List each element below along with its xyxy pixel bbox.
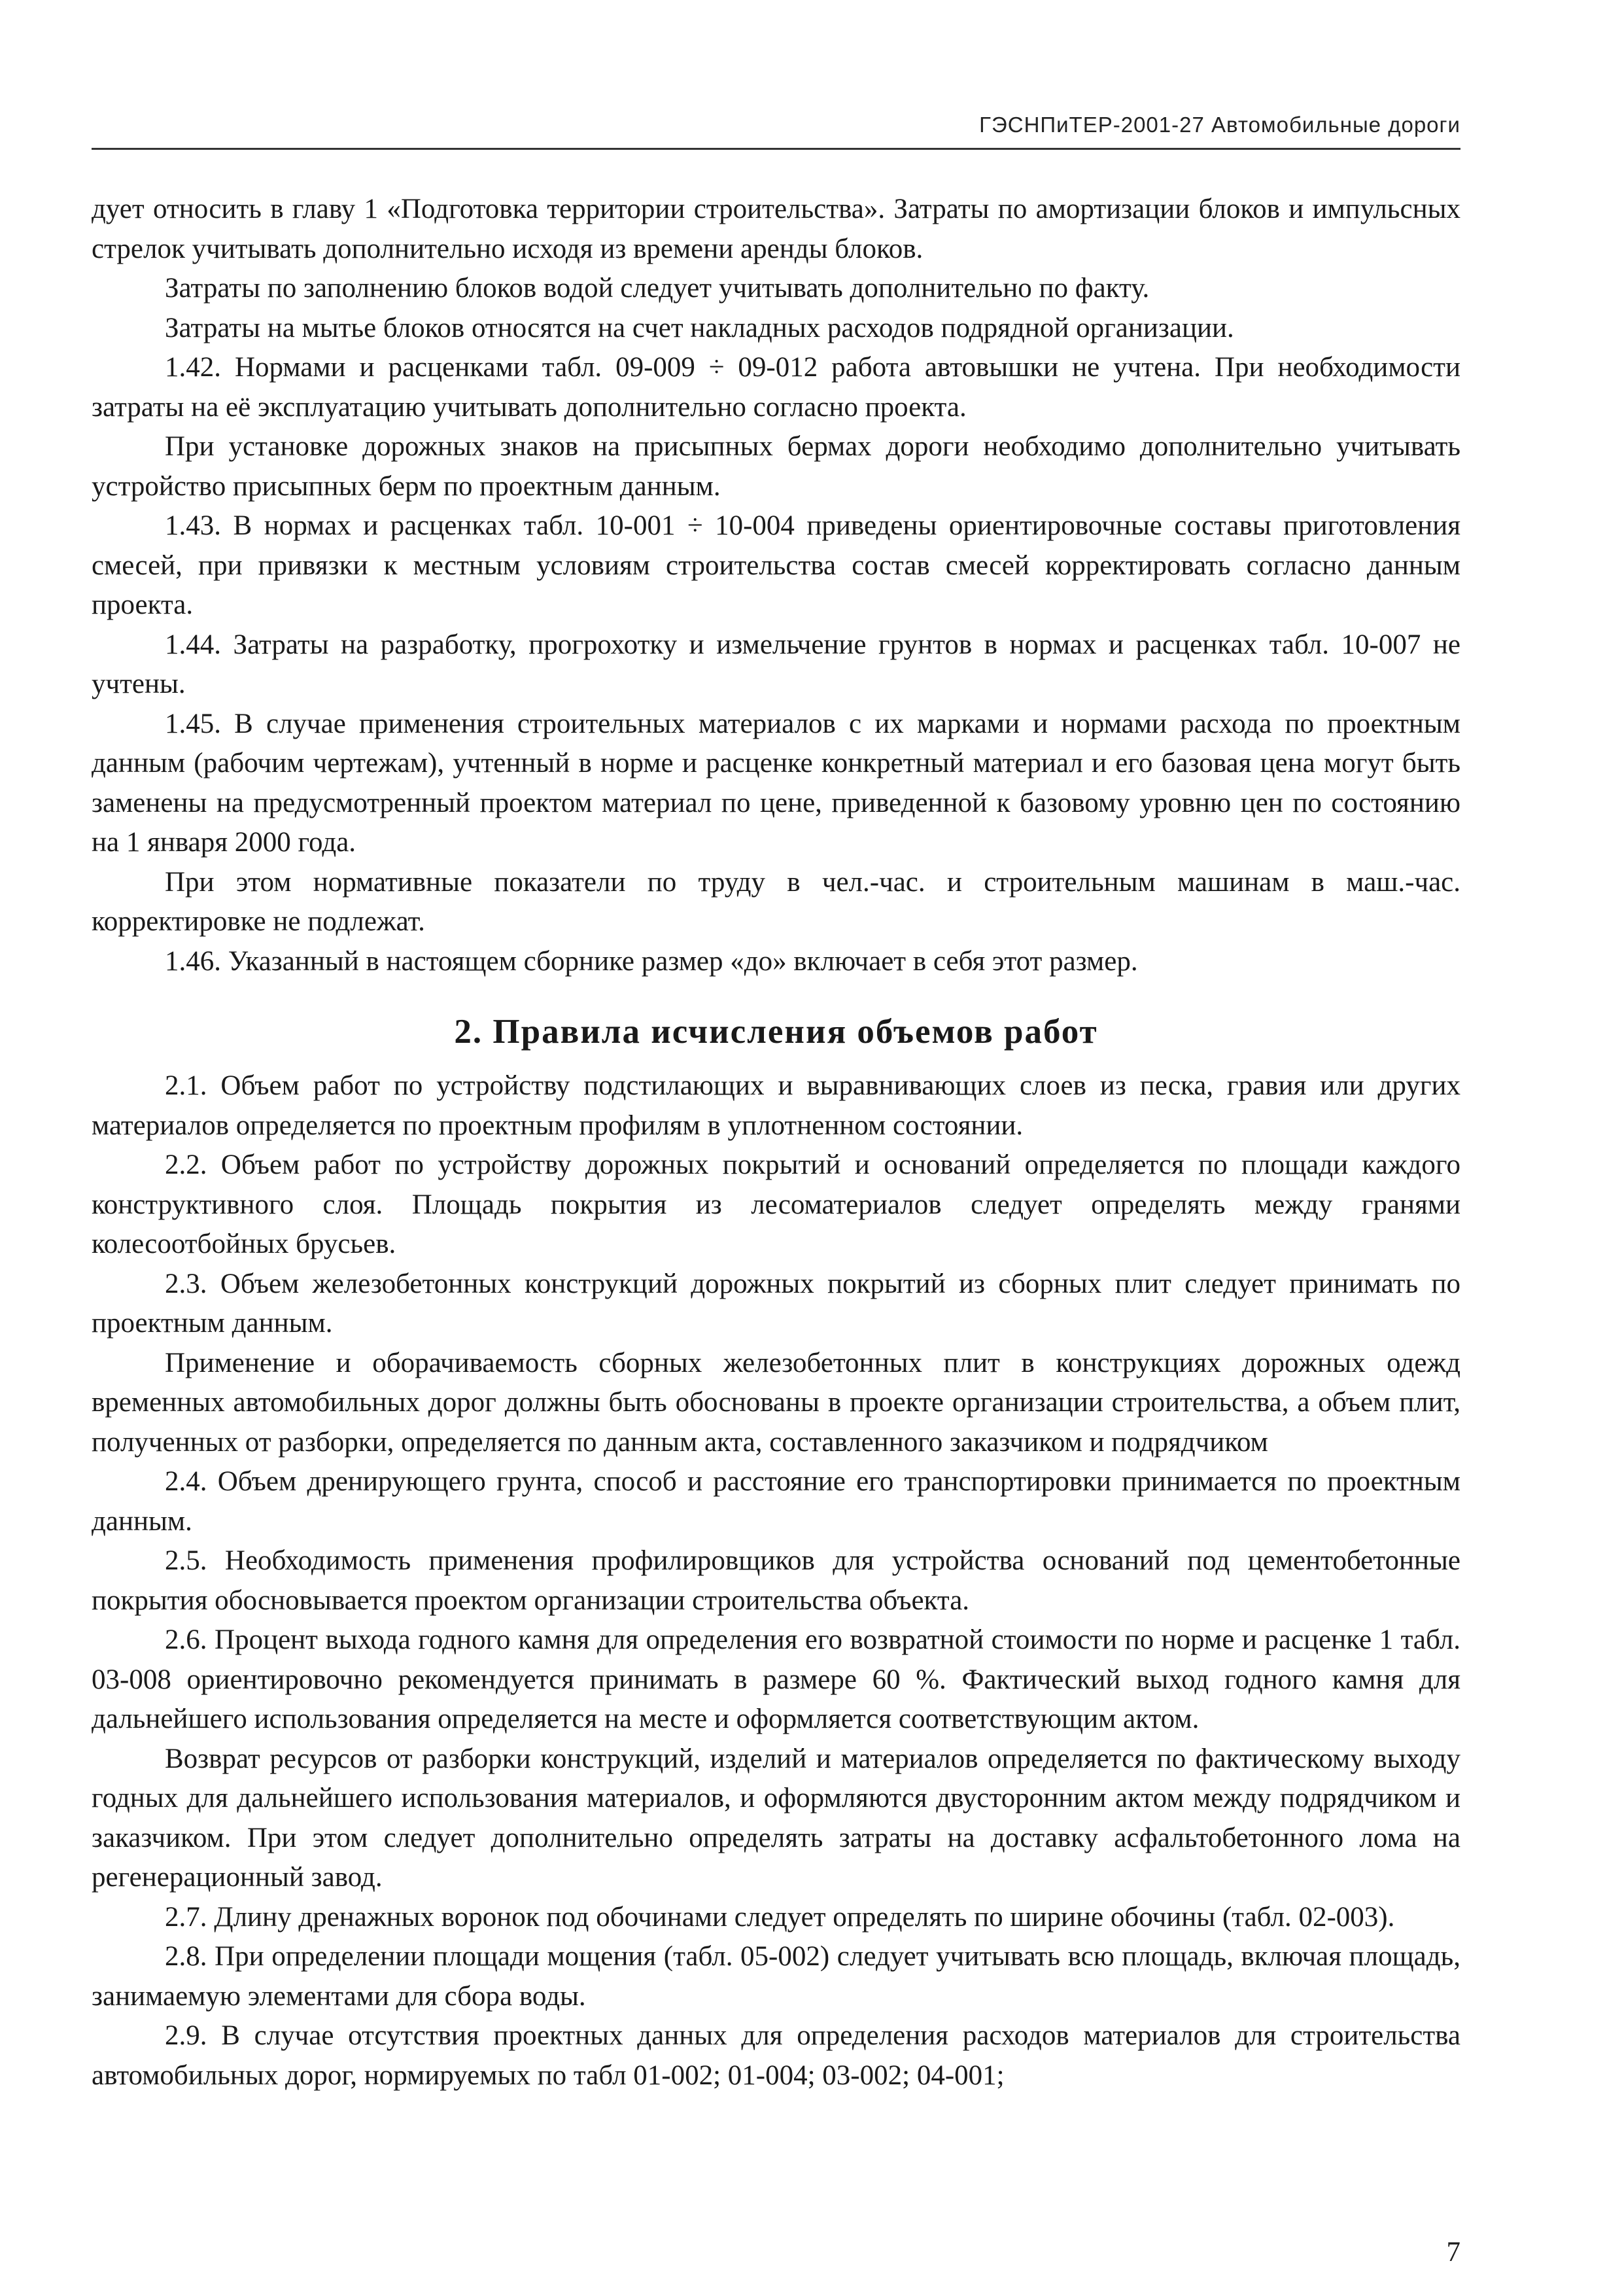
- page-body: [92, 190, 1460, 2095]
- paragraph: дует относить в главу 1 «Подготовка территории строительства». Затраты по амортизации блоков и импульсных стрелок учитывать дополнительно исходя из времени аренды блоков.: [92, 194, 1460, 264]
- paragraph: 2.5. Необходимость применения профилировщиков для устройства оснований под цементобетонные покрытия обосновывается проектом организации строительства объекта.: [92, 1545, 1460, 1616]
- paragraph: 1.45. В случае применения строительных материалов с их марками и нормами расхода по проектным данным (рабочим чертежам), учтенный в норме и расценке конкретный материал и его базовая цена могут быть заменены на предусмотренный проектом материал по цене, приведенной к базовому уровню цен по состоянию на 1 января 2000 года.: [92, 708, 1460, 858]
- paragraph: 1.42. Нормами и расценками табл. 09-009 ÷ 09-012 работа автовышки не учтена. При необходимости затраты на её эксплуатацию учитывать дополнительно согласно проекта.: [92, 352, 1460, 423]
- paragraph: Применение и оборачиваемость сборных железобетонных плит в конструкциях дорожных одежд временных автомобильных дорог должны быть обоснованы в проекте организации строительства, а объем плит, полученных от разборки, определяется по данным акта, составленного заказчиком и подрядчиком: [92, 1347, 1460, 1458]
- paragraph: 2.4. Объем дренирующего грунта, способ и расстояние его транспортировки принимается по проектным данным.: [92, 1466, 1460, 1537]
- paragraph: 2.8. При определении площади мощения (табл. 05-002) следует учитывать всю площадь, включая площадь, занимаемую элементами для сбора воды.: [92, 1941, 1460, 2012]
- section-title: 2. Правила исчисления объемов работ: [454, 1013, 1098, 1051]
- paragraph: 2.2. Объем работ по устройству дорожных покрытий и оснований определяется по площади каждого конструктивного слоя. Площадь покрытия из лесоматериалов следует определять между гранями колесоотбойных брусьев.: [92, 1149, 1460, 1259]
- paragraphs-top: [92, 190, 1460, 981]
- paragraphs-section: [92, 1066, 1460, 2095]
- paragraph: 1.44. Затраты на разработку, прогрохотку и измельчение грунтов в нормах и расценках табл. 10-007 не учтены.: [92, 629, 1460, 699]
- paragraph: При установке дорожных знаков на присыпных бермах дороги необходимо дополнительно учитывать устройство присыпных берм по проектным данным.: [92, 431, 1460, 502]
- paragraph: 1.43. В нормах и расценках табл. 10-001 ÷ 10-004 приведены ориентировочные составы приготовления смесей, при привязки к местным условиям строительства состав смесей корректировать согласно данным проекта.: [92, 510, 1460, 620]
- paragraph: 2.9. В случае отсутствия проектных данных для определения расходов материалов для строительства автомобильных дорог, нормируемых по табл 01-002; 01-004; 03-002; 04-001;: [92, 2020, 1460, 2091]
- paragraph: 2.7. Длину дренажных воронок под обочинами следует определять по ширине обочины (табл. 02-003).: [165, 1901, 1395, 1933]
- paragraph: Затраты по заполнению блоков водой следует учитывать дополнительно по факту.: [165, 273, 1150, 304]
- paragraph: 1.46. Указанный в настоящем сборнике размер «до» включает в себя этот размер.: [165, 945, 1138, 977]
- paragraph: 2.6. Процент выхода годного камня для определения его возвратной стоимости по норме и расценке 1 табл. 03-008 ориентировочно рекомендуется принимать в размере 60 %. Фактический выход годного камня для дальнейшего использования определяется на месте и оформляется соответствующим актом.: [92, 1624, 1460, 1734]
- running-header: ГЭСНПиТЕР-2001-27 Автомобильные дороги: [979, 113, 1460, 137]
- page-number: 7: [1446, 2237, 1460, 2268]
- paragraph: Затраты на мытье блоков относятся на счет накладных расходов подрядной организации.: [165, 312, 1234, 343]
- paragraph: 2.3. Объем железобетонных конструкций дорожных покрытий из сборных плит следует принимать по проектным данным.: [92, 1268, 1460, 1339]
- header-rule: [92, 148, 1460, 150]
- paragraph: Возврат ресурсов от разборки конструкций, изделий и материалов определяется по фактическому выходу годных для дальнейшего использования материалов, и оформляются двусторонним актом между подрядчиком и заказчиком. При этом следует дополнительно определять затраты на доставку асфальтобетонного лома на регенерационный завод.: [92, 1743, 1460, 1893]
- paragraph: 2.1. Объем работ по устройству подстилающих и выравнивающих слоев из песка, гравия или других материалов определяется по проектным профилям в уплотненном состоянии.: [92, 1070, 1460, 1141]
- paragraph: При этом нормативные показатели по труду в чел.-час. и строительным машинам в маш.-час. корректировке не подлежат.: [92, 866, 1460, 937]
